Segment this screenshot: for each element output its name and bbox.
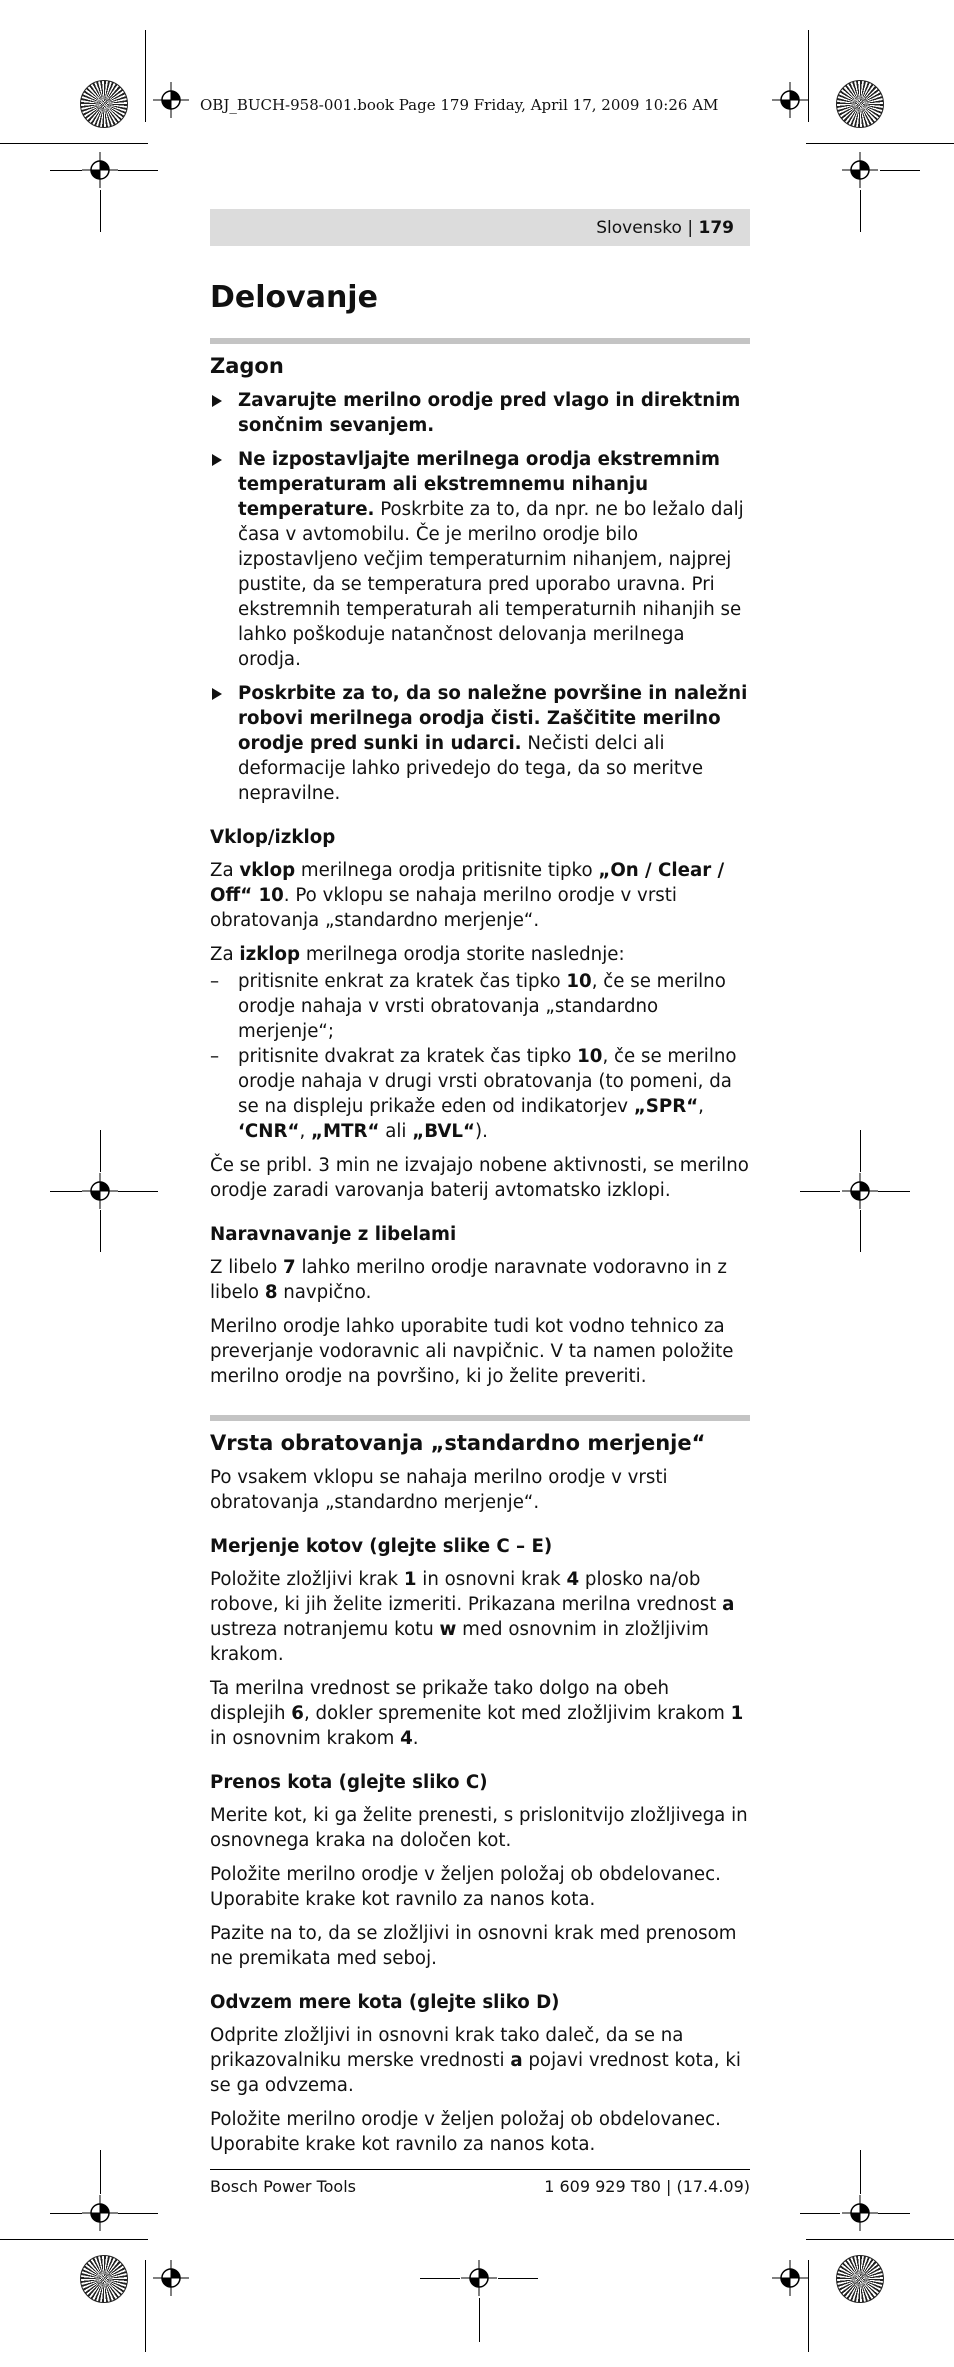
paragraph: Za izklop merilnega orodja storite naslednje: bbox=[210, 944, 625, 965]
footer-rule bbox=[210, 2169, 750, 2170]
section-heading-vrsta: Vrsta obratovanja „standardno merjenje“ bbox=[210, 1431, 706, 1455]
registration-wheel-icon bbox=[836, 2255, 884, 2303]
paragraph: Odprite zložljivi in osnovni krak tako daleč, da se na prikazovalniku merske vrednosti a pojavi vrednost kota, ki se ga odvzema. bbox=[210, 2025, 741, 2096]
crosshair-icon bbox=[153, 82, 189, 118]
crosshair-icon bbox=[842, 152, 878, 188]
subheading-kotov: Merjenje kotov (glejte slike C – E) bbox=[210, 1536, 553, 1557]
registration-wheel-icon bbox=[80, 2255, 128, 2303]
paragraph: Merite kot, ki ga želite prenesti, s prislonitvijo zložljivega in osnovnega kraka na določen kot. bbox=[210, 1805, 748, 1851]
paragraph: Za vklop merilnega orodja pritisnite tipko „On / Clear / Off“ 10. Po vklopu se nahaja merilno orodje v vrsti obratovanja „standardno merjenje“. bbox=[210, 860, 725, 931]
crosshair-icon bbox=[461, 2260, 497, 2296]
crosshair-icon bbox=[842, 2195, 878, 2231]
section-heading-zagon: Zagon bbox=[210, 354, 284, 378]
crosshair-icon bbox=[772, 2260, 808, 2296]
page-number: 179 bbox=[698, 218, 734, 238]
safety-bullet bbox=[210, 388, 750, 438]
crosshair-icon bbox=[153, 2260, 189, 2296]
registration-wheel-icon bbox=[80, 80, 128, 128]
bullet-triangle-icon bbox=[212, 454, 222, 466]
subheading-odvzem: Odvzem mere kota (glejte sliko D) bbox=[210, 1992, 560, 2013]
section-rule bbox=[210, 1415, 750, 1421]
page-content bbox=[210, 270, 750, 2166]
page-header bbox=[210, 209, 750, 246]
paragraph: Merilno orodje lahko uporabite tudi kot vodno tehnico za preverjanje vodoravnic ali navpičnic. V ta namen položite merilno orodje na površino, ki jo želite preveriti. bbox=[210, 1316, 734, 1387]
paragraph: Položite zložljivi krak 1 in osnovni krak 4 plosko na/ob robove, ki jih želite izmeriti. Prikazana merilna vrednost a ustreza notranjemu kotu w med osnovnim in zložljivim krakom. bbox=[210, 1569, 735, 1665]
bullet-text: Nečisti delci ali deformacije lahko privedejo do tega, da so meritve nepravilne. bbox=[238, 733, 704, 804]
footer-brand: Bosch Power Tools bbox=[210, 2177, 356, 2196]
list-item: – pritisnite enkrat za kratek čas tipko 10, če se merilno orodje nahaja v vrsti obratovanja „standardno merjenje“; bbox=[210, 971, 726, 1042]
list-item: – pritisnite dvakrat za kratek čas tipko 10, če se merilno orodje nahaja v drugi vrsti obratovanja (to pomeni, da se na displeju prikaže eden od indikatorjev „SPR“, ‘CNR“, „MTR“ ali „BVL“). bbox=[210, 1046, 737, 1142]
paragraph: Ta merilna vrednost se prikaže tako dolgo na obeh displejih 6, dokler spremenite kot med zložljivim krakom 1 in osnovnim krakom 4. bbox=[210, 1678, 744, 1749]
paragraph: Položite merilno orodje v željen položaj ob obdelovanec. Uporabite krake kot ravnilo za nanos kota. bbox=[210, 2109, 721, 2155]
bullet-text: Poskrbite za to, da npr. ne bo ležalo dalj časa v avtomobilu. Če je merilno orodje bilo izpostavljeno večjim temperaturnim nihanjem, najprej pustite, da se temperatura pred uporabo uravna. Pri ekstremnih temperaturah ali temperaturnih nihanjih se lahko poškoduje natančnost delovanja merilnega orodja. bbox=[238, 499, 744, 670]
page-title: Delovanje bbox=[210, 280, 378, 315]
crosshair-icon bbox=[82, 2195, 118, 2231]
crosshair-icon bbox=[842, 1173, 878, 1209]
paragraph: Položite merilno orodje v željen položaj ob obdelovanec. Uporabite krake kot ravnilo za nanos kota. bbox=[210, 1864, 721, 1910]
bullet-bold-text: Poskrbite za to, da so naležne površine in naležni robovi merilnega orodja čisti. Zaščitite merilno orodje pred sunki in udarci. bbox=[238, 683, 748, 754]
registration-wheel-icon bbox=[836, 80, 884, 128]
safety-bullet bbox=[210, 447, 750, 672]
subheading-vklop: Vklop/izklop bbox=[210, 827, 336, 848]
footer-doc-number: 1 609 929 T80 | (17.4.09) bbox=[544, 2177, 750, 2196]
safety-bullet bbox=[210, 681, 750, 806]
bullet-bold-text: Ne izpostavljajte merilnega orodja ekstremnim temperaturam ali ekstremnemu nihanju temperature. bbox=[238, 449, 720, 520]
print-slug: OBJ_BUCH-958-001.book Page 179 Friday, April 17, 2009 10:26 AM bbox=[200, 96, 719, 114]
header-language: Slovensko bbox=[596, 218, 682, 238]
header-separator: | bbox=[681, 218, 699, 238]
section-rule bbox=[210, 338, 750, 344]
paragraph: Če se pribl. 3 min ne izvajajo nobene aktivnosti, se merilno orodje zaradi varovanja baterij avtomatsko izklopi. bbox=[210, 1155, 749, 1201]
subheading-prenos: Prenos kota (glejte sliko C) bbox=[210, 1772, 488, 1793]
bullet-triangle-icon bbox=[212, 688, 222, 700]
paragraph: Pazite na to, da se zložljivi in osnovni krak med prenosom ne premikata med seboj. bbox=[210, 1923, 737, 1969]
subheading-libela: Naravnavanje z libelami bbox=[210, 1224, 457, 1245]
crosshair-icon bbox=[82, 1173, 118, 1209]
header-text bbox=[596, 218, 734, 238]
bullet-bold-text: Zavarujte merilno orodje pred vlago in direktnim sončnim sevanjem. bbox=[238, 390, 741, 436]
paragraph: Z libelo 7 lahko merilno orodje naravnate vodoravno in z libelo 8 navpično. bbox=[210, 1257, 727, 1303]
paragraph: Po vsakem vklopu se nahaja merilno orodje v vrsti obratovanja „standardno merjenje“. bbox=[210, 1467, 668, 1513]
crosshair-icon bbox=[82, 152, 118, 188]
bullet-triangle-icon bbox=[212, 395, 222, 407]
crosshair-icon bbox=[772, 82, 808, 118]
